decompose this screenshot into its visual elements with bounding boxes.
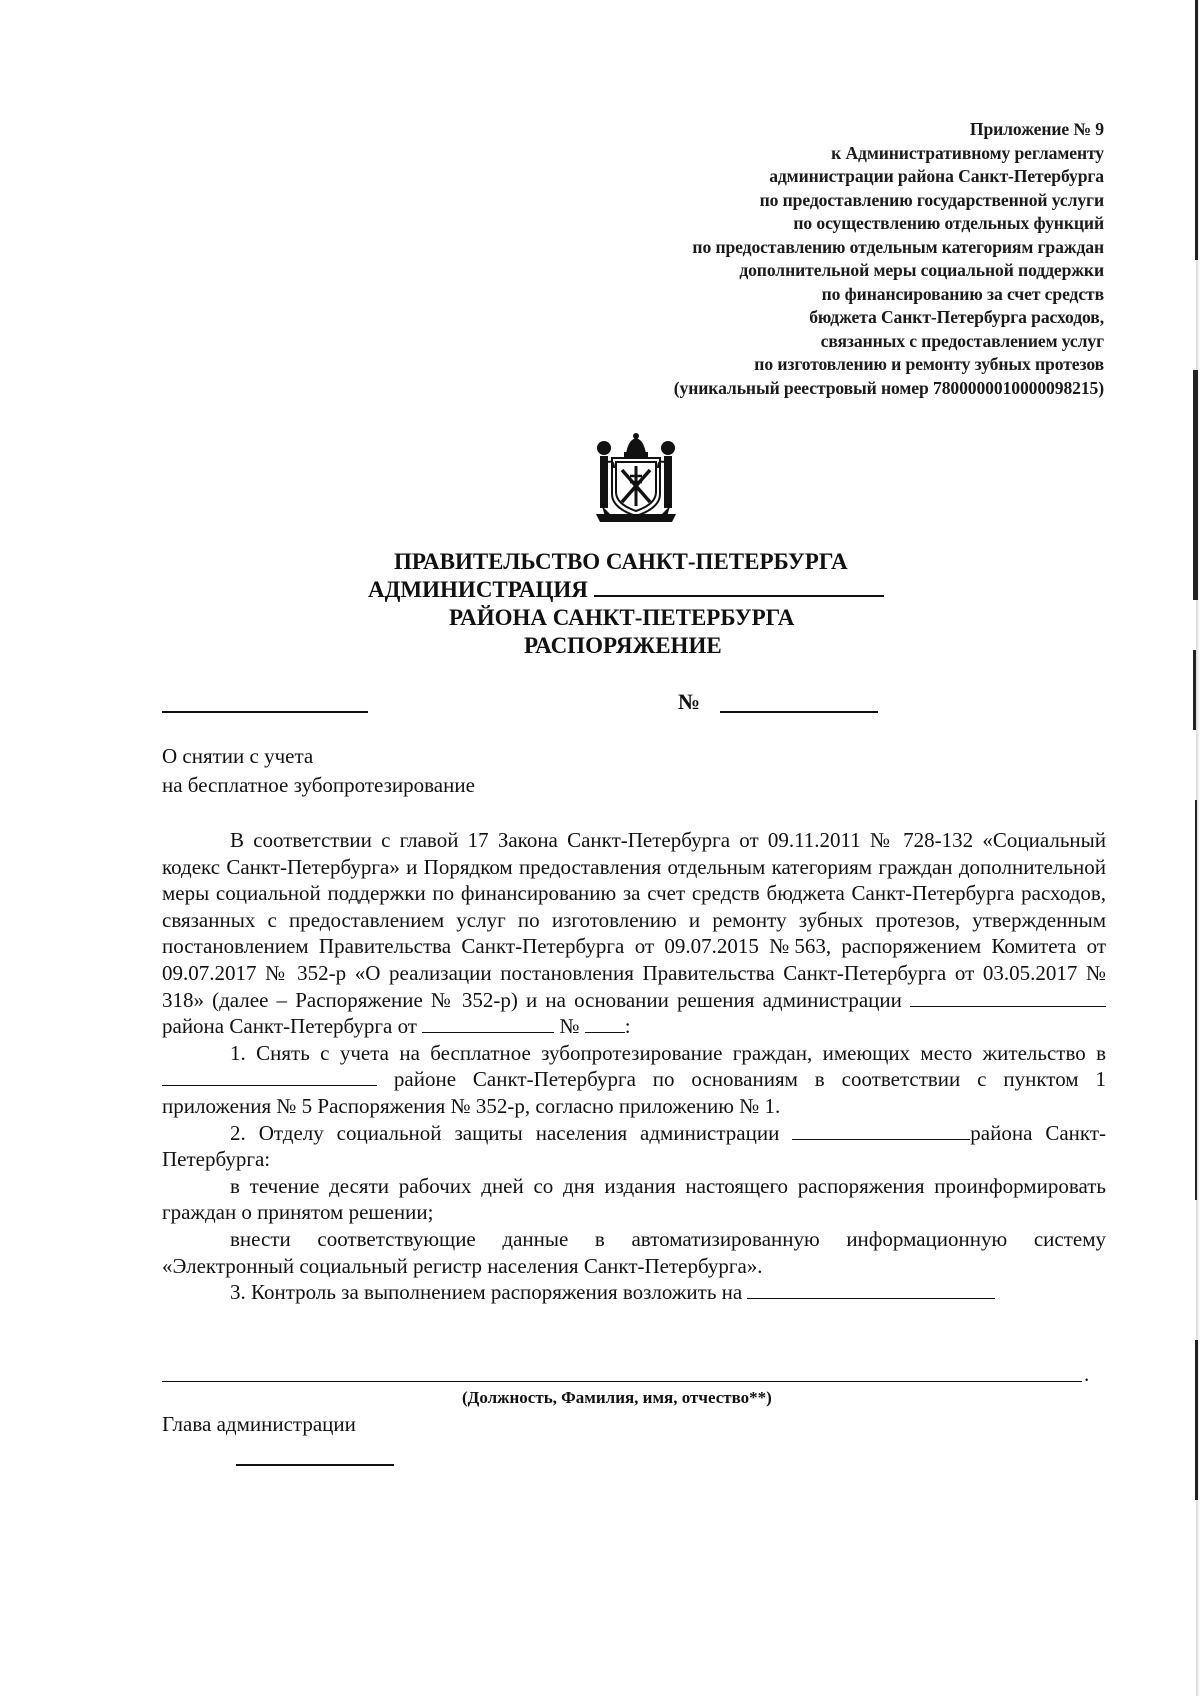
appendix-line: по предоставлению отдельным категориям граждан <box>692 236 1104 257</box>
appendix-line: дополнительной меры социальной поддержки <box>739 260 1104 280</box>
document-heading-administration <box>368 576 884 604</box>
item-2-text: 2. Отделу социальной защиты населения администрации <box>230 1120 780 1145</box>
preamble-text: В соответствии с главой 17 Закона Санкт-Петербурга от 09.11.2011 № 728-132 «Социальный кодекс Санкт-Петербурга» и Порядком предоставления отдельным категориям граждан дополнительной меры социальной поддержки по финансированию за счет средств бюджета Санкт-Петербурга расходов, связанных с предоставлением услуг по изготовлению и ремонту зубных протезов, утвержденным постановлением Правительства Санкт-Петербурга от 09.07.2015 №563, распоряжением Комитета от 09.07.2017 № 352-р «О реализации постановления Правительства Санкт-Петербурга от 03.05.2017 № 318» (далее – Распоряжение № 352-р) и на основании решения администрации <box>162 828 1106 1012</box>
document-heading-district: РАЙОНА САНКТ-ПЕТЕРБУРГА <box>449 605 795 630</box>
scan-edge-mark <box>1195 1340 1198 1500</box>
order-number-blank <box>720 711 878 713</box>
item-3-paragraph <box>162 1279 1106 1306</box>
item-2-subparagraph: в течение десяти рабочих дней со дня издания настоящего распоряжения проинформировать граждан о принятом решении; <box>162 1173 1106 1225</box>
appendix-line: по финансированию за счет средств <box>821 283 1104 304</box>
appendix-line: связанных с предоставлением услуг <box>820 330 1104 351</box>
preamble-paragraph <box>162 827 1106 1040</box>
sentence-end-dot: . <box>1084 1362 1090 1386</box>
blank-field <box>585 1014 625 1033</box>
item-1-text: 1. Снять с учета на бесплатное зубопротезирование граждан, имеющих место жительство в <box>230 1040 1106 1065</box>
saint-petersburg-coat-of-arms-icon <box>592 432 680 524</box>
blank-field <box>747 1280 995 1299</box>
preamble-text: района Санкт-Петербурга от <box>162 1014 417 1039</box>
item-2-text: района Санкт-Петербурга: <box>162 1120 1107 1172</box>
appendix-line: по предоставлению государственной услуги <box>759 189 1104 210</box>
blank-field <box>422 1014 554 1033</box>
blank-field <box>792 1121 970 1140</box>
subject-line: на бесплатное зубопротезирование <box>162 773 475 797</box>
appendix-line: по осуществлению отдельных функций <box>793 213 1104 233</box>
appendix-line: (уникальный реестровый номер 7800000010000098215) <box>673 377 1104 398</box>
preamble-text: : <box>624 1014 631 1039</box>
signer-title: Глава администрации <box>162 1412 356 1436</box>
scan-edge-mark <box>1195 800 1197 1200</box>
subject-line: О снятии с учета <box>162 744 314 768</box>
item-2-paragraph <box>162 1120 1106 1173</box>
item-1-paragraph <box>162 1040 1106 1120</box>
date-blank <box>162 711 368 713</box>
scan-edge-mark <box>1193 650 1196 730</box>
item-3-text: 3. Контроль за выполнением распоряжения возложить на <box>230 1280 743 1305</box>
appendix-line: Приложение № 9 <box>969 119 1104 139</box>
appendix-line: по изготовлению и ремонту зубных протезов <box>754 354 1104 374</box>
blank-field <box>162 1067 377 1086</box>
district-name-blank <box>594 595 884 597</box>
document-heading-government: ПРАВИТЕЛЬСТВО САНКТ-ПЕТЕРБУРГА <box>394 549 848 574</box>
administration-label: АДМИНИСТРАЦИЯ <box>368 577 588 602</box>
responsible-person-blank <box>162 1381 1082 1382</box>
document-heading-order: РАСПОРЯЖЕНИЕ <box>524 633 722 658</box>
item-1-text: районе Санкт-Петербурга по основаниям в соответствии с пунктом 1 приложения № 5 Распоряжения № 352-р, согласно приложению № 1. <box>162 1067 1107 1118</box>
scan-edge-mark <box>1193 370 1198 600</box>
blank-field <box>910 988 1106 1007</box>
appendix-line: к Административному регламенту <box>831 142 1104 163</box>
item-2-subparagraph: внести соответствующие данные в автоматизированную информационную систему «Электронный социальный регистр населения Санкт-Петербурга». <box>162 1226 1106 1278</box>
number-sign: № <box>678 689 701 714</box>
signature-blank <box>236 1464 394 1466</box>
responsible-person-caption: (Должность, Фамилия, имя, отчество**) <box>462 1388 772 1407</box>
scan-edge-mark <box>1195 0 1198 260</box>
order-subject <box>162 742 475 800</box>
appendix-note <box>674 118 1104 400</box>
order-body <box>162 827 1106 1306</box>
appendix-line: администрации района Санкт-Петербурга <box>769 166 1104 186</box>
preamble-text: № <box>559 1014 580 1039</box>
appendix-line: бюджета Санкт-Петербурга расходов, <box>809 307 1104 327</box>
